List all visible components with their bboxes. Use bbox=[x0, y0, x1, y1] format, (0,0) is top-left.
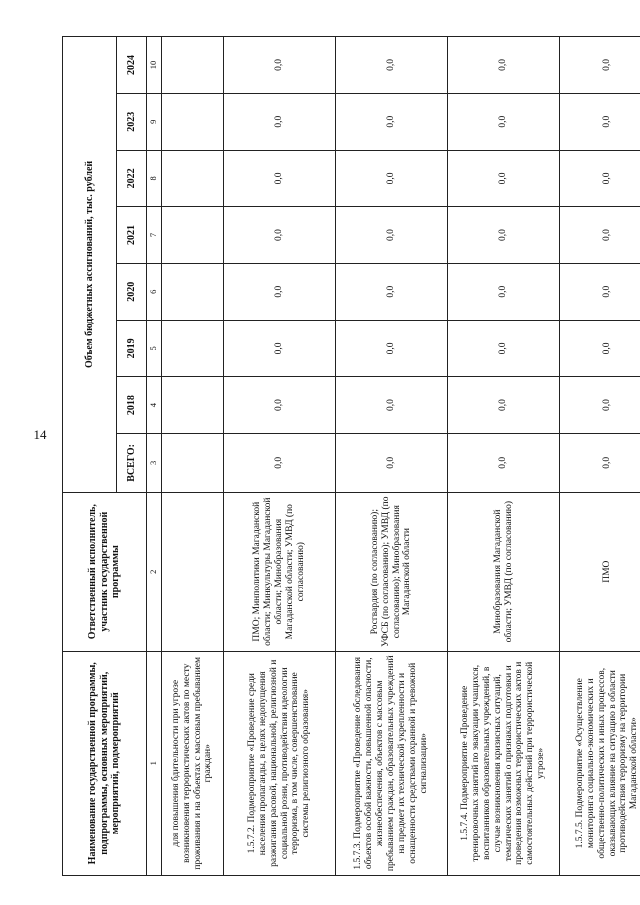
header-year-2018: 2018 bbox=[117, 377, 147, 434]
table-row bbox=[162, 37, 224, 876]
header-year-2022: 2022 bbox=[117, 150, 147, 207]
col-number: 6 bbox=[147, 263, 162, 320]
header-year-2021: 2021 bbox=[117, 207, 147, 264]
value-total: 0,0 bbox=[560, 433, 640, 492]
value-2024 bbox=[162, 37, 224, 94]
col-number: 7 bbox=[147, 207, 162, 264]
row-executor bbox=[162, 492, 224, 651]
value-2018 bbox=[162, 377, 224, 434]
header-year-2020: 2020 bbox=[117, 263, 147, 320]
value-2024: 0,0 bbox=[336, 37, 448, 94]
value-2018: 0,0 bbox=[448, 377, 560, 434]
value-2022: 0,0 bbox=[560, 150, 640, 207]
rotated-table bbox=[62, 36, 640, 876]
value-2023: 0,0 bbox=[336, 93, 448, 150]
value-2020 bbox=[162, 263, 224, 320]
row-name: 1.5.7.3. Подмероприятие «Проведение обследования объектов особой важности, повышенной опасности, жизнеобеспечения, объектов с массовым пребыванием граждан, образовательных учреждений на предмет их технической укрепленности и оснащенности средствами охранной и тревожной сигнализации» bbox=[336, 651, 448, 875]
value-total: 0,0 bbox=[336, 433, 448, 492]
value-2023: 0,0 bbox=[448, 93, 560, 150]
column-number-row bbox=[147, 37, 162, 876]
value-2019: 0,0 bbox=[224, 320, 336, 377]
header-name: Наименование государственной программы, подпрограммы, основных мероприятий, мероприятий, подмероприятий bbox=[63, 651, 147, 875]
header-row-1 bbox=[63, 37, 117, 876]
budget-table-container bbox=[62, 36, 640, 876]
value-2020: 0,0 bbox=[560, 263, 640, 320]
col-number: 4 bbox=[147, 377, 162, 434]
col-number: 8 bbox=[147, 150, 162, 207]
value-2022: 0,0 bbox=[224, 150, 336, 207]
value-2023: 0,0 bbox=[224, 93, 336, 150]
value-2018: 0,0 bbox=[560, 377, 640, 434]
col-number: 2 bbox=[147, 492, 162, 651]
header-year-2023: 2023 bbox=[117, 93, 147, 150]
value-2020: 0,0 bbox=[336, 263, 448, 320]
header-executor: Ответственный исполнитель, участник государственной программы bbox=[63, 492, 147, 651]
value-2019: 0,0 bbox=[560, 320, 640, 377]
row-name: 1.5.7.4. Подмероприятие «Проведение тренировочных занятий по эвакуации учащихся, воспитанников образовательных учреждений, в случае возникновения кризисных ситуаций, тематических занятий о признаках подготовки и проведения возможных террористических актов и самостоятельных действий при террористической угрозе» bbox=[448, 651, 560, 875]
table-row bbox=[336, 37, 448, 876]
value-2019: 0,0 bbox=[448, 320, 560, 377]
col-number: 1 bbox=[147, 651, 162, 875]
value-2020: 0,0 bbox=[448, 263, 560, 320]
table-row bbox=[560, 37, 640, 876]
value-2020: 0,0 bbox=[224, 263, 336, 320]
value-2021: 0,0 bbox=[448, 207, 560, 264]
row-executor: Минобразования Магаданской области; УМВД (по согласованию) bbox=[448, 492, 560, 651]
row-name: 1.5.7.5. Подмероприятие «Осуществление мониторинга социально-экономических и общественно-политических и иных процессов, оказывающих влияние на ситуацию в области противодействия терроризму на территории Магаданской области» bbox=[560, 651, 640, 875]
value-2018: 0,0 bbox=[224, 377, 336, 434]
header-year-2024: 2024 bbox=[117, 37, 147, 94]
header-budget-group: Объем бюджетных ассигнований, тыс. рублей bbox=[63, 37, 117, 493]
value-2022: 0,0 bbox=[336, 150, 448, 207]
value-2024: 0,0 bbox=[448, 37, 560, 94]
value-2024: 0,0 bbox=[560, 37, 640, 94]
page-number: 14 bbox=[33, 427, 47, 442]
col-number: 9 bbox=[147, 93, 162, 150]
col-number: 10 bbox=[147, 37, 162, 94]
row-executor: ПМО bbox=[560, 492, 640, 651]
value-2021: 0,0 bbox=[224, 207, 336, 264]
value-2019 bbox=[162, 320, 224, 377]
value-total bbox=[162, 433, 224, 492]
row-executor: Росгвардия (по согласованию); УФСБ (по согласованию); УМВД (по согласованию); Минобразования Магаданской области bbox=[336, 492, 448, 651]
value-2021: 0,0 bbox=[560, 207, 640, 264]
value-2023 bbox=[162, 93, 224, 150]
col-number: 3 bbox=[147, 433, 162, 492]
value-2018: 0,0 bbox=[336, 377, 448, 434]
col-number: 5 bbox=[147, 320, 162, 377]
value-2023: 0,0 bbox=[560, 93, 640, 150]
header-total: ВСЕГО: bbox=[117, 433, 147, 492]
value-2021: 0,0 bbox=[336, 207, 448, 264]
value-2022: 0,0 bbox=[448, 150, 560, 207]
row-executor: ПМО; Минполитики Магаданской области; Минкультуры Магаданской области; Минобразования Магаданской области; УМВД (по согласованию) bbox=[224, 492, 336, 651]
header-year-2019: 2019 bbox=[117, 320, 147, 377]
row-name: 1.5.7.2. Подмероприятие «Проведение среди населения пропаганды, в целях недопущения разжигания расовой, национальной, религиозной и социальной розни, противодействия идеологии терроризма, в том числе, совершенствование системы религиозного образования» bbox=[224, 651, 336, 875]
value-2021 bbox=[162, 207, 224, 264]
value-total: 0,0 bbox=[448, 433, 560, 492]
table-row bbox=[448, 37, 560, 876]
value-2022 bbox=[162, 150, 224, 207]
value-2019: 0,0 bbox=[336, 320, 448, 377]
value-2024: 0,0 bbox=[224, 37, 336, 94]
table-row bbox=[224, 37, 336, 876]
value-total: 0,0 bbox=[224, 433, 336, 492]
row-name: для повышения бдительности при угрозе возникновения террористических актов по месту проживания и на объектах с массовым пребыванием граждан» bbox=[162, 651, 224, 875]
budget-table bbox=[62, 36, 640, 876]
